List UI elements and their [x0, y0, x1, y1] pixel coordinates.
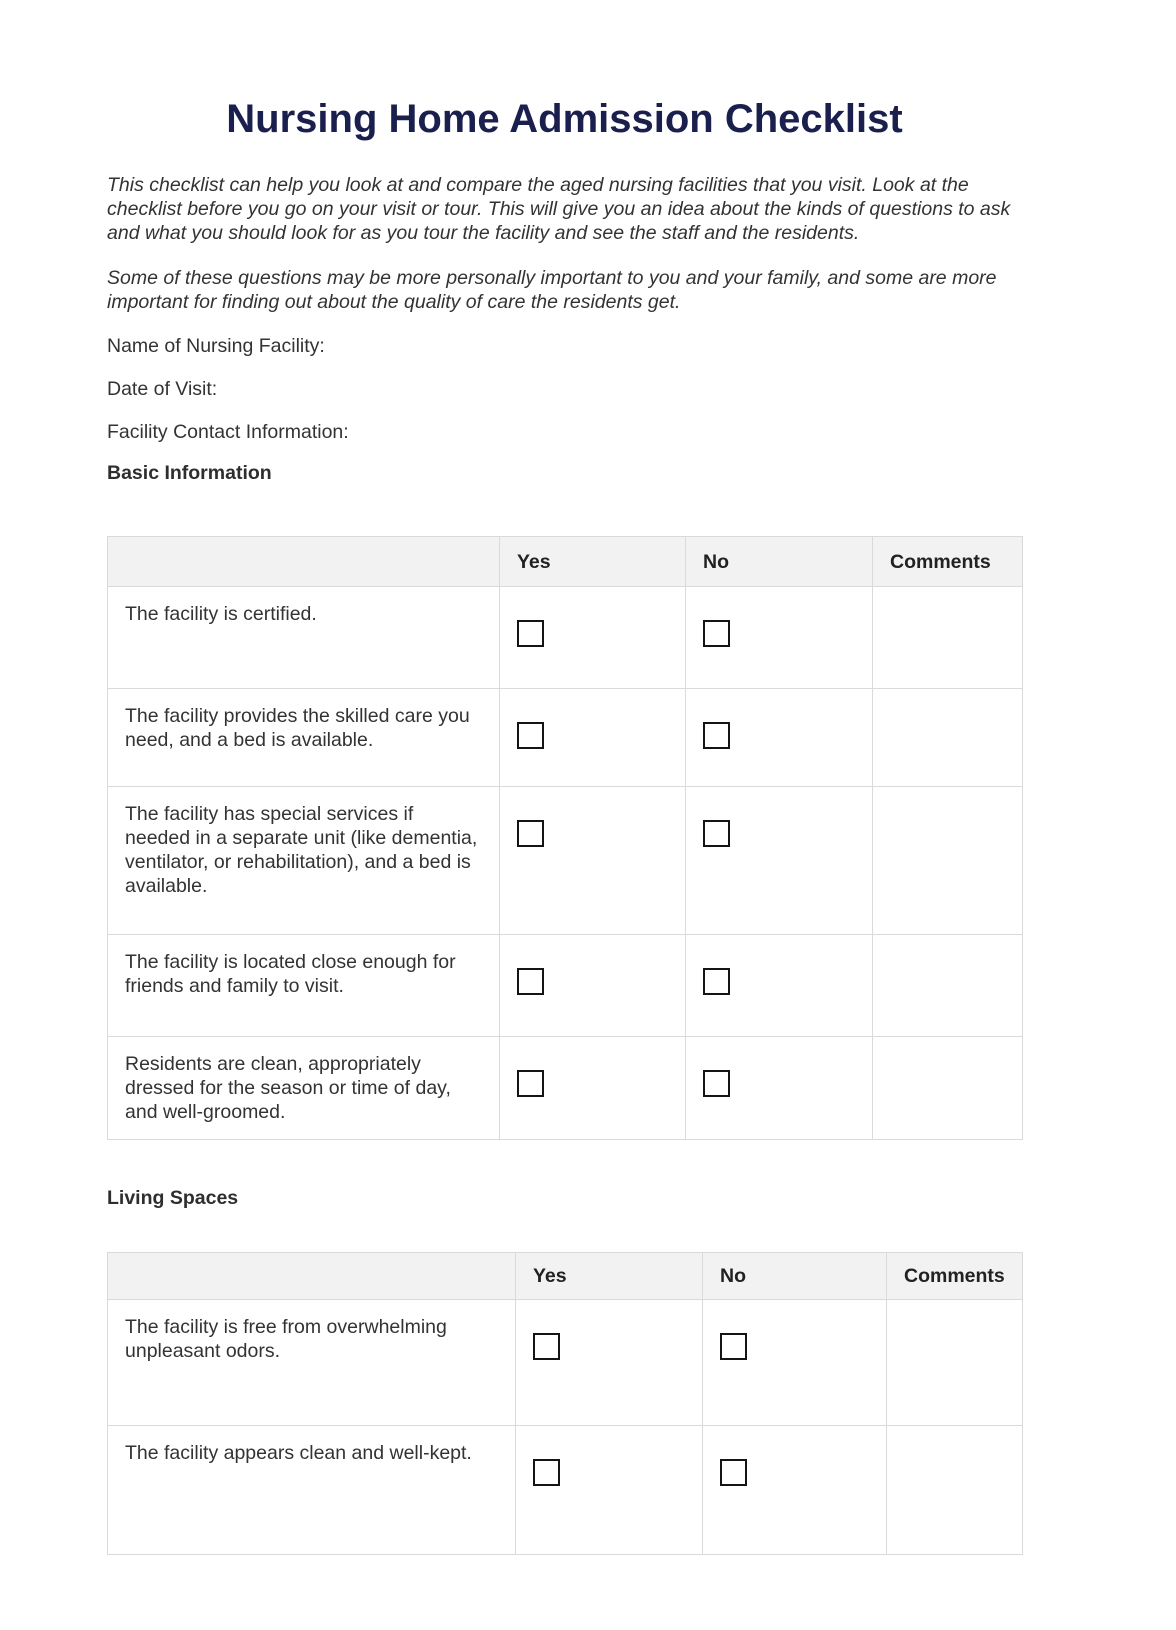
field-visit-date-label: Date of Visit:	[107, 378, 218, 400]
table-row	[108, 1426, 1023, 1555]
no-checkbox[interactable]	[720, 1459, 747, 1486]
no-cell	[703, 1426, 887, 1555]
question-text: The facility has special services if needed in a separate unit (like dementia, ventilator, or rehabilitation), and a bed is available.	[108, 787, 500, 935]
no-cell	[686, 787, 873, 935]
basic-information-table	[107, 536, 1023, 1140]
no-checkbox[interactable]	[703, 722, 730, 749]
intro-paragraph-2: Some of these questions may be more personally important to you and your family, and some are more important for finding out about the quality of care the residents get.	[107, 267, 997, 313]
section-basic-information	[107, 462, 1022, 1140]
yes-checkbox[interactable]	[517, 620, 544, 647]
living-spaces-table	[107, 1252, 1023, 1555]
comment-cell	[887, 1426, 1023, 1555]
column-header-comments: Comments	[887, 1253, 1023, 1300]
question-text: Residents are clean, appropriately dressed for the season or time of day, and well-groomed.	[108, 1037, 500, 1140]
question-text: The facility appears clean and well-kept.	[108, 1426, 516, 1555]
no-cell	[686, 935, 873, 1037]
no-checkbox[interactable]	[720, 1333, 747, 1360]
no-checkbox[interactable]	[703, 1070, 730, 1097]
yes-cell	[500, 689, 686, 787]
question-text: The facility provides the skilled care you need, and a bed is available.	[108, 689, 500, 787]
yes-checkbox[interactable]	[517, 820, 544, 847]
table-row	[108, 1037, 1023, 1140]
page-title: Nursing Home Admission Checklist	[226, 97, 903, 141]
no-checkbox[interactable]	[703, 820, 730, 847]
no-checkbox[interactable]	[703, 620, 730, 647]
section-living-spaces	[107, 1187, 1022, 1555]
comment-cell	[887, 1300, 1023, 1426]
table-row	[108, 587, 1023, 689]
yes-checkbox[interactable]	[533, 1333, 560, 1360]
yes-cell	[516, 1300, 703, 1426]
table-row	[108, 787, 1023, 935]
no-cell	[686, 1037, 873, 1140]
column-header-question	[108, 1253, 516, 1300]
table-row	[108, 689, 1023, 787]
yes-checkbox[interactable]	[517, 722, 544, 749]
section-heading-living-spaces: Living Spaces	[107, 1187, 239, 1209]
question-text: The facility is located close enough for friends and family to visit.	[108, 935, 500, 1037]
yes-checkbox[interactable]	[533, 1459, 560, 1486]
table-row	[108, 935, 1023, 1037]
column-header-comments: Comments	[873, 537, 1023, 587]
table-row	[108, 1300, 1023, 1426]
no-cell	[703, 1300, 887, 1426]
column-header-yes: Yes	[500, 537, 686, 587]
table-header-row	[108, 537, 1023, 587]
comment-cell	[873, 787, 1023, 935]
comment-cell	[873, 935, 1023, 1037]
comment-cell	[873, 1037, 1023, 1140]
section-heading-basic-information: Basic Information	[107, 462, 272, 484]
document-page	[107, 0, 1022, 1555]
table-header-row	[108, 1253, 1023, 1300]
yes-cell	[500, 1037, 686, 1140]
yes-cell	[500, 587, 686, 689]
question-text: The facility is certified.	[108, 587, 500, 689]
no-cell	[686, 587, 873, 689]
field-contact-info-label: Facility Contact Information:	[107, 421, 349, 443]
no-checkbox[interactable]	[703, 968, 730, 995]
intro-paragraph-1: This checklist can help you look at and compare the aged nursing facilities that you visit. Look at the checklist before you go on your visit or tour. This will give you an idea about the kinds of questions to ask and what you should look for as you tour the facility and see the staff and the residents.	[107, 174, 1011, 244]
yes-cell	[516, 1426, 703, 1555]
comment-cell	[873, 689, 1023, 787]
column-header-no: No	[686, 537, 873, 587]
yes-cell	[500, 787, 686, 935]
question-text: The facility is free from overwhelming unpleasant odors.	[108, 1300, 516, 1426]
column-header-no: No	[703, 1253, 887, 1300]
yes-cell	[500, 935, 686, 1037]
comment-cell	[873, 587, 1023, 689]
column-header-yes: Yes	[516, 1253, 703, 1300]
yes-checkbox[interactable]	[517, 968, 544, 995]
column-header-question	[108, 537, 500, 587]
no-cell	[686, 689, 873, 787]
yes-checkbox[interactable]	[517, 1070, 544, 1097]
field-facility-name-label: Name of Nursing Facility:	[107, 335, 325, 357]
